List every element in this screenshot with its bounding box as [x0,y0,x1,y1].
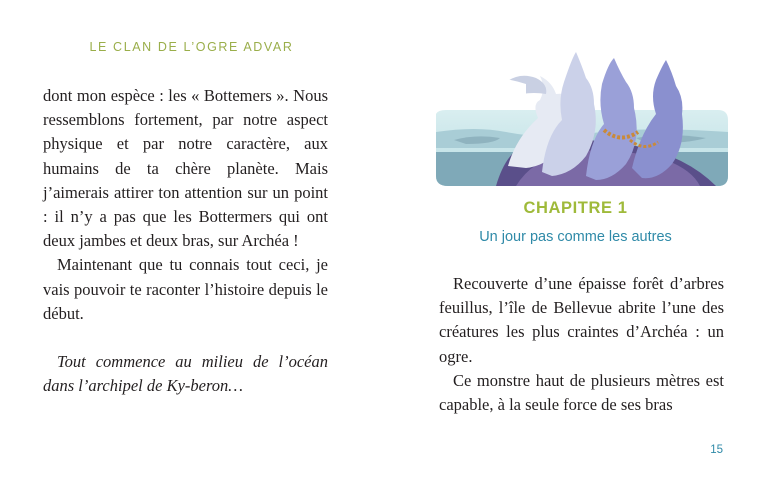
chapter-subtitle: Un jour pas comme les autres [479,229,672,245]
left-page [0,0,383,485]
left-text-block [43,84,328,398]
running-head: LE CLAN DE L’OGRE ADVAR [89,40,294,54]
chapter-title: CHAPITRE 1 [523,199,628,217]
paragraph: dont mon espèce : les « Bottemers ». Nous ressemblons fortement, par notre aspect physique et par notre caractère, aux humains de ta chère planète. Mais j’aimerais attirer ton attention sur un point : il n’y a pas que les Bottermers qui ont deux jambes et deux bras, sur Archéa ! [43,86,328,251]
paragraph: Recouverte d’une épaisse forêt d’arbres feuillus, l’île de Bellevue abrite l’une des créatures les plus craintes d’Archéa : un ogre. [439,274,724,366]
right-page [384,0,767,485]
paragraph: Ce monstre haut de plusieurs mètres est capable, à la seule force de ses bras [439,370,724,415]
paragraph-spacer [43,326,328,350]
page-number: 15 [710,444,723,456]
right-text-block [439,272,724,417]
three-howling-wolves-illustration [436,48,728,188]
italic-paragraph: Tout commence au milieu de l’océan dans l’archipel de Ky-beron… [43,352,328,396]
paragraph: Maintenant que tu connais tout ceci, je vais pouvoir te raconter l’histoire depuis le début. [43,255,328,323]
